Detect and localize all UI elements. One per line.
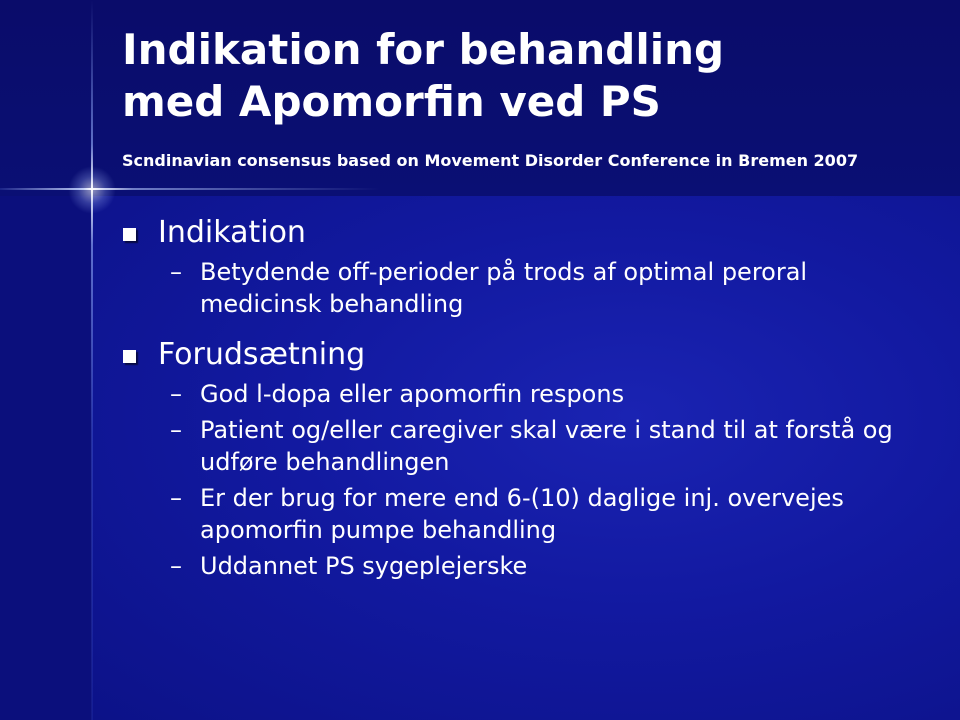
sub-item <box>120 482 920 546</box>
square-bullet-icon <box>123 228 136 241</box>
dash-marker: – <box>170 552 182 580</box>
sub-item <box>120 256 920 320</box>
light-flare-vertical <box>91 0 93 720</box>
square-bullet-icon <box>123 350 136 363</box>
title-line-2: med Apomorfin ved PS <box>122 77 661 126</box>
bullet-heading: Indikation <box>158 215 306 250</box>
light-flare-horizontal <box>0 188 380 190</box>
dash-marker: – <box>170 484 182 512</box>
slide-subtitle: Scndinavian consensus based on Movement Disorder Conference in Bremen 2007 <box>122 151 859 170</box>
bullet-forudsaetning <box>120 334 920 376</box>
sub-item <box>120 550 920 582</box>
sub-item-text: Patient og/eller caregiver skal være i stand til at forstå og udføre behandlingen <box>200 416 893 476</box>
sub-item-text: Uddannet PS sygeplejerske <box>200 552 528 580</box>
bullet-indikation <box>120 212 920 254</box>
left-band <box>0 196 92 720</box>
slide-title <box>122 24 922 128</box>
dash-marker: – <box>170 258 182 286</box>
dash-marker: – <box>170 416 182 444</box>
dash-marker: – <box>170 380 182 408</box>
light-flare-glow <box>68 166 116 214</box>
title-line-1: Indikation for behandling <box>122 25 725 74</box>
sub-item-text: Er der brug for mere end 6-(10) daglige inj. overvejes apomorfin pumpe behandling <box>200 484 844 544</box>
sub-item <box>120 378 920 410</box>
sub-item-text: Betydende off-perioder på trods af optimal peroral medicinsk behandling <box>200 258 808 318</box>
sub-item-text: God l-dopa eller apomorfin respons <box>200 380 625 408</box>
bullet-list <box>120 212 920 582</box>
sub-item <box>120 414 920 478</box>
bullet-heading: Forudsætning <box>158 337 366 372</box>
